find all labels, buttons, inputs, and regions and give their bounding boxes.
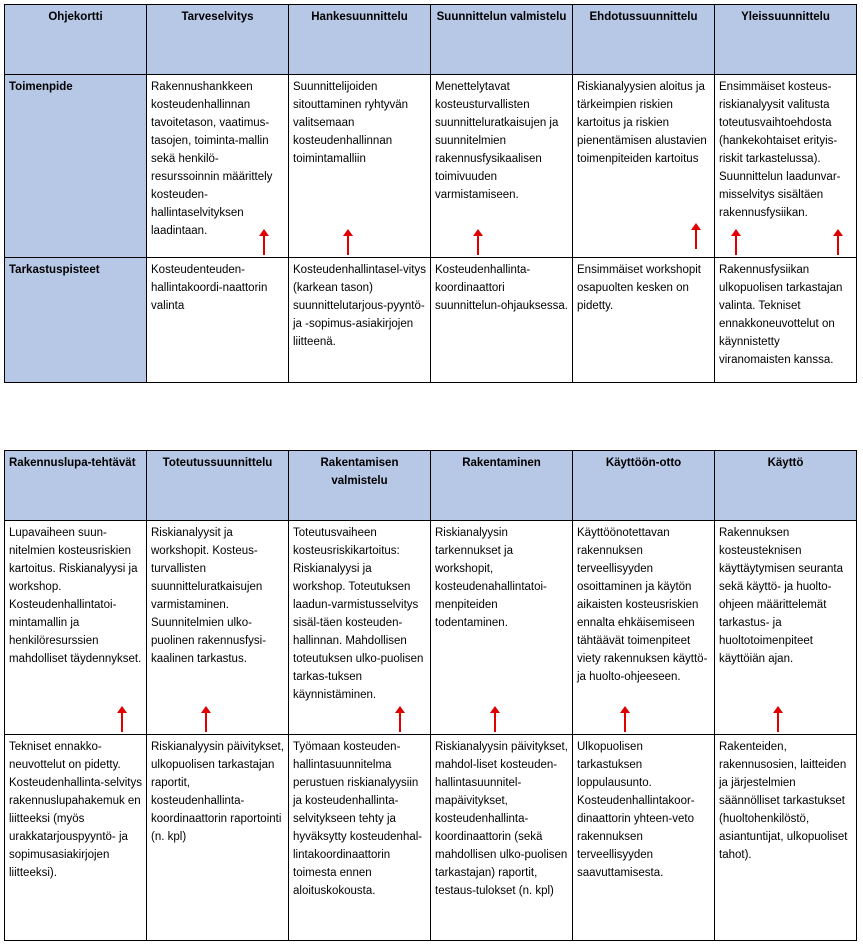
up-arrow-icon (347, 233, 349, 255)
up-arrow-icon (477, 233, 479, 255)
cell-text: Ensimmäiset kosteus-riskianalyysit valitusta toteutusvaihtoehdosta (hankekohtaiset erityis-riskit tarkastelussa). Suunnittelun laadunvar-misselvitys sisältäen rakennusfysiikan. (719, 81, 841, 219)
toimenpide-row (5, 75, 857, 258)
bottom-tarkastuspisteet-row (5, 735, 857, 941)
cell-text: Suunnittelijoiden sitouttaminen ryhtyvän valitsemaan kosteudenhallinnan toimintamalliin (293, 81, 409, 165)
tarkastuspisteet-row (5, 258, 857, 383)
up-arrow-icon (205, 710, 207, 732)
cell-text: Rakennuksen kosteusteknisen käyttäytymisen seuranta sekä käyttö- ja huolto-ohjeen määrittelemät tarkastus- ja huoltotoimenpiteet käyttöiän ajan. (719, 527, 844, 665)
up-arrow-icon (121, 710, 123, 732)
row-label-tarkastuspisteet: Tarkastuspisteet (5, 258, 147, 383)
toimenpide-rakentaminen (431, 521, 573, 735)
toimenpide-rakennuslupa (5, 521, 147, 735)
bottom-header-kayttoon-otto: Käyttöön-otto (573, 451, 715, 521)
toimenpide-ehdotussuunnittelu (573, 75, 715, 258)
top-header-hankesuunnittelu: Hankesuunnittelu (289, 5, 431, 75)
bottom-header-rakentamisen-valmistelu: Rakentamisen valmistelu (289, 451, 431, 521)
top-process-table (4, 4, 857, 383)
tarkastuspisteet-rakentaminen: Riskianalyysin päivitykset, mahdol-liset kosteuden-hallintasuunnitel-mapäivitykset, kosteudenhallinta-koordinaattorin (sekä mahdollisen ulko-puolisen tarkastajan) raportit, testaus-tulokset (n. kpl) (431, 735, 573, 941)
cell-text: Riskianalyysien aloitus ja tärkeimpien riskien kartoitus ja riskien pienentämisen alustavien toimenpiteiden kartoitus (577, 81, 707, 165)
bottom-header-rakennuslupa-tehtavat: Rakennuslupa-tehtävät (5, 451, 147, 521)
up-arrow-icon (494, 710, 496, 732)
tarkastuspisteet-toteutussuunnittelu: Riskianalyysin päivitykset, ulkopuolisen tarkastajan raportit, kosteudenhallinta-koordinaattorin raportointi (n. kpl) (147, 735, 289, 941)
cell-text: Lupavaiheen suun-nitelmien kosteusriskien kartoitus. Riskianalyysi ja workshop. Kosteudenhallintatoi-mintamallin ja henkilöresurssien mahdolliset täydennykset. (9, 527, 142, 665)
tarkastuspisteet-rakennuslupa: Tekniset ennakko-neuvottelut on pidetty. Kosteudenhallinta-selvitys rakennuslupahakemuk en liitteeksi (myös urakkatarjouspyyntö- ja sopimusasiakirjojen liitteeksi). (5, 735, 147, 941)
tarkastuspisteet-suunnittelun-valmistelu: Kosteudenhallinta-koordinaattori suunnittelun-ohjauksessa. (431, 258, 573, 383)
bottom-header-row (5, 451, 857, 521)
tarkastuspisteet-yleissuunnittelu: Rakennusfysiikan ulkopuolisen tarkastajan valinta. Tekniset ennakkoneuvottelut on käynnistetty viranomaisten kanssa. (715, 258, 857, 383)
tarkastuspisteet-rakentamisen-valmistelu: Työmaan kosteuden-hallintasuunnitelma perustuen riskianalyysiin ja kosteudenhallinta-selvitykseen tehty ja hyväksytty kosteudenhal-lintakoordinaattorin toimesta ennen aloituskokousta. (289, 735, 431, 941)
up-arrow-icon (735, 233, 737, 255)
cell-text: Riskianalyysit ja workshopit. Kosteus-turvallisten suunnitteluratkaisujen varmistaminen. Suunnitelmien ulko-puolinen rakennusfysi-kaalinen tarkastus. (151, 527, 267, 665)
bottom-header-kaytto: Käyttö (715, 451, 857, 521)
toimenpide-hankesuunnittelu (289, 75, 431, 258)
bottom-header-rakentaminen: Rakentaminen (431, 451, 573, 521)
cell-text: Toteutusvaiheen kosteusriskikartoitus: Riskianalyysi ja workshop. Toteutuksen laadun-varmistusselvitys sisäl-täen kosteuden-hallinnan. Mahdollisen toteutuksen ulko-puolisen tarkas-tuksen käynnistäminen. (293, 527, 424, 701)
up-arrow-icon (263, 233, 265, 255)
top-header-ehdotussuunnittelu: Ehdotussuunnittelu (573, 5, 715, 75)
toimenpide-toteutussuunnittelu (147, 521, 289, 735)
tarkastuspisteet-tarveselvitys: Kosteudenteuden-hallintakoordi-naattorin valinta (147, 258, 289, 383)
top-header-row (5, 5, 857, 75)
top-header-suunnittelun-valmistelu: Suunnittelun valmistelu (431, 5, 573, 75)
top-header-ohjekortti: Ohjekortti (5, 5, 147, 75)
tarkastuspisteet-hankesuunnittelu: Kosteudenhallintasel-vitys (karkean tason) suunnittelutarjous-pyyntö- ja -sopimus-asiakirjojen liitteenä. (289, 258, 431, 383)
toimenpide-kaytto (715, 521, 857, 735)
bottom-header-toteutussuunnittelu: Toteutussuunnittelu (147, 451, 289, 521)
up-arrow-icon (695, 227, 697, 249)
top-header-tarveselvitys: Tarveselvitys (147, 5, 289, 75)
bottom-process-table (4, 450, 857, 941)
bottom-toimenpide-row (5, 521, 857, 735)
up-arrow-icon (624, 710, 626, 732)
toimenpide-suunnittelun-valmistelu (431, 75, 573, 258)
toimenpide-kayttoon-otto (573, 521, 715, 735)
toimenpide-rakentamisen-valmistelu (289, 521, 431, 735)
tarkastuspisteet-kayttoon-otto: Ulkopuolisen tarkastuksen loppulausunto. Kosteudenhallintakoor-dinaattorin yhteen-veto rakennuksen terveellisyyden saavuttamisesta. (573, 735, 715, 941)
cell-text: Käyttöönotettavan rakennuksen terveellisyyden osoittaminen ja käytön aikaisten kosteusriskien ennalta ehkäisemiseen tähtäävät toimenpiteet viety rakennuksen käyttö- ja huolto-ohjeeseen. (577, 527, 708, 683)
up-arrow-icon (777, 710, 779, 732)
row-label-toimenpide: Toimenpide (5, 75, 147, 258)
cell-text: Menettelytavat kosteusturvallisten suunnitteluratkaisujen ja suunnitelmien rakennusfysikaalisen toimivuuden varmistamiseen. (435, 81, 559, 201)
tarkastuspisteet-ehdotussuunnittelu: Ensimmäiset workshopit osapuolten kesken on pidetty. (573, 258, 715, 383)
toimenpide-yleissuunnittelu (715, 75, 857, 258)
toimenpide-tarveselvitys (147, 75, 289, 258)
tarkastuspisteet-kaytto: Rakenteiden, rakennusosien, laitteiden ja järjestelmien säännölliset tarkastukset (huoltohenkilöstö, asiantuntijat, ulkopuoliset tahot). (715, 735, 857, 941)
up-arrow-icon (399, 710, 401, 732)
top-header-yleissuunnittelu: Yleissuunnittelu (715, 5, 857, 75)
up-arrow-icon (837, 233, 839, 255)
cell-text: Riskianalyysin tarkennukset ja workshopit, kosteudenahallintatoi-menpiteiden todentaminen. (435, 527, 547, 629)
cell-text: Rakennushankkeen kosteudenhallinnan tavoitetason, vaatimus-tasojen, toiminta-mallin sekä henkilö-resurssoinnin määrittely kosteuden-hallintaselvityksen laadintaan. (151, 81, 273, 237)
